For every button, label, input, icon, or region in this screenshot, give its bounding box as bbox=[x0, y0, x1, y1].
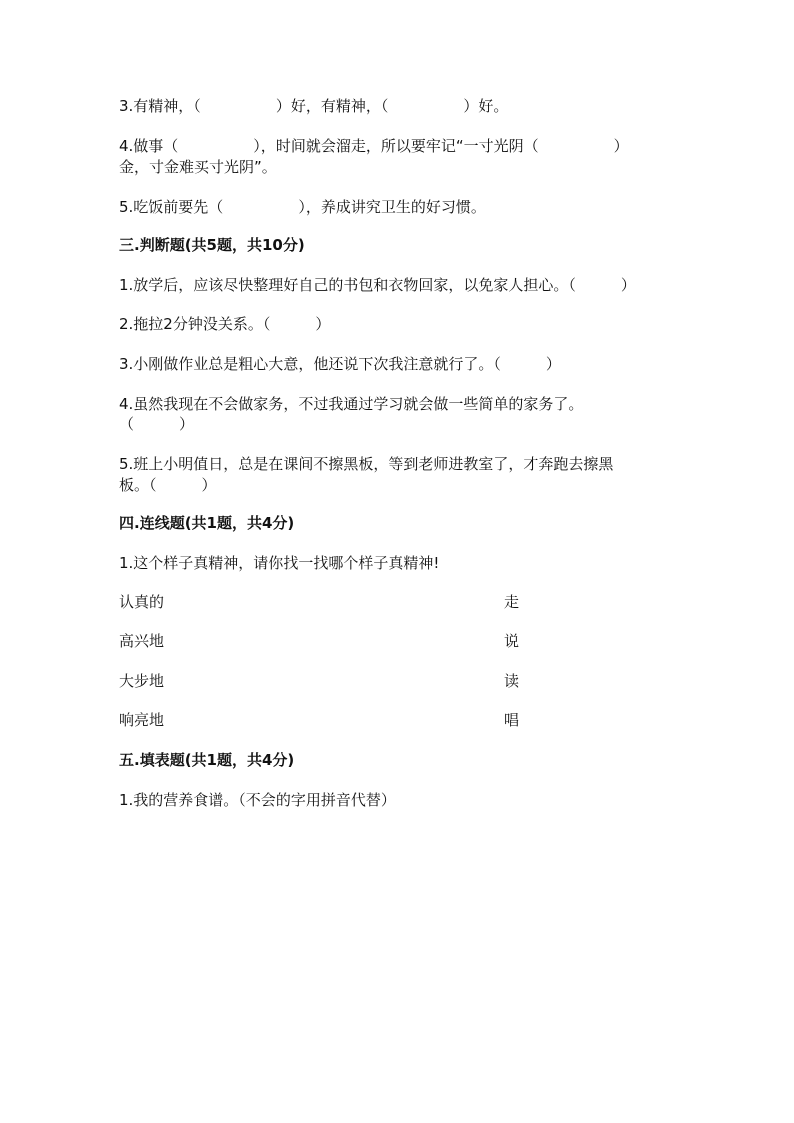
section-title-table: 五.填表题(共1题，共4分) bbox=[119, 751, 295, 769]
match-left-item: 响亮地 bbox=[119, 711, 165, 729]
question-judge-4-line1: 4.虽然我现在不会做家务，不过我通过学习就会做一些简单的家务了。 bbox=[119, 395, 584, 413]
question-judge-3: 3.小刚做作业总是粗心大意，他还说下次我注意就行了。（ ） bbox=[119, 355, 561, 373]
question-judge-1: 1.放学后，应该尽快整理好自己的书包和衣物回家，以免家人担心。（ ） bbox=[119, 276, 636, 294]
question-fill-3: 3.有精神，（ ）好，有精神，（ ）好。 bbox=[119, 97, 509, 115]
question-judge-5-line2: 板。（ ） bbox=[119, 476, 217, 494]
question-judge-2: 2.拖拉2分钟没关系。（ ） bbox=[119, 315, 331, 333]
match-left-item: 大步地 bbox=[119, 672, 165, 690]
match-right-item: 读 bbox=[504, 672, 520, 690]
question-table-1: 1.我的营养食谱。（不会的字用拼音代替） bbox=[119, 791, 396, 809]
match-right-item: 唱 bbox=[504, 711, 520, 729]
question-fill-4-line2: 金，寸金难买寸光阴”。 bbox=[119, 158, 277, 176]
match-left-item: 高兴地 bbox=[119, 632, 165, 650]
question-fill-5: 5.吃饭前要先（ ），养成讲究卫生的好习惯。 bbox=[119, 198, 486, 216]
question-matching-1: 1.这个样子真精神，请你找一找哪个样子真精神! bbox=[119, 554, 440, 572]
question-fill-4-line1: 4.做事（ ），时间就会溜走，所以要牢记“一寸光阴（ ） bbox=[119, 137, 629, 155]
match-right-item: 说 bbox=[504, 632, 520, 650]
section-title-judgement: 三.判断题(共5题，共10分) bbox=[119, 236, 305, 254]
match-right-item: 走 bbox=[504, 593, 520, 611]
section-title-matching: 四.连线题(共1题，共4分) bbox=[119, 514, 295, 532]
question-judge-5-line1: 5.班上小明值日，总是在课间不擦黑板，等到老师进教室了，才奔跑去擦黑 bbox=[119, 455, 614, 473]
match-left-item: 认真的 bbox=[119, 593, 165, 611]
question-judge-4-line2: （ ） bbox=[119, 415, 195, 433]
